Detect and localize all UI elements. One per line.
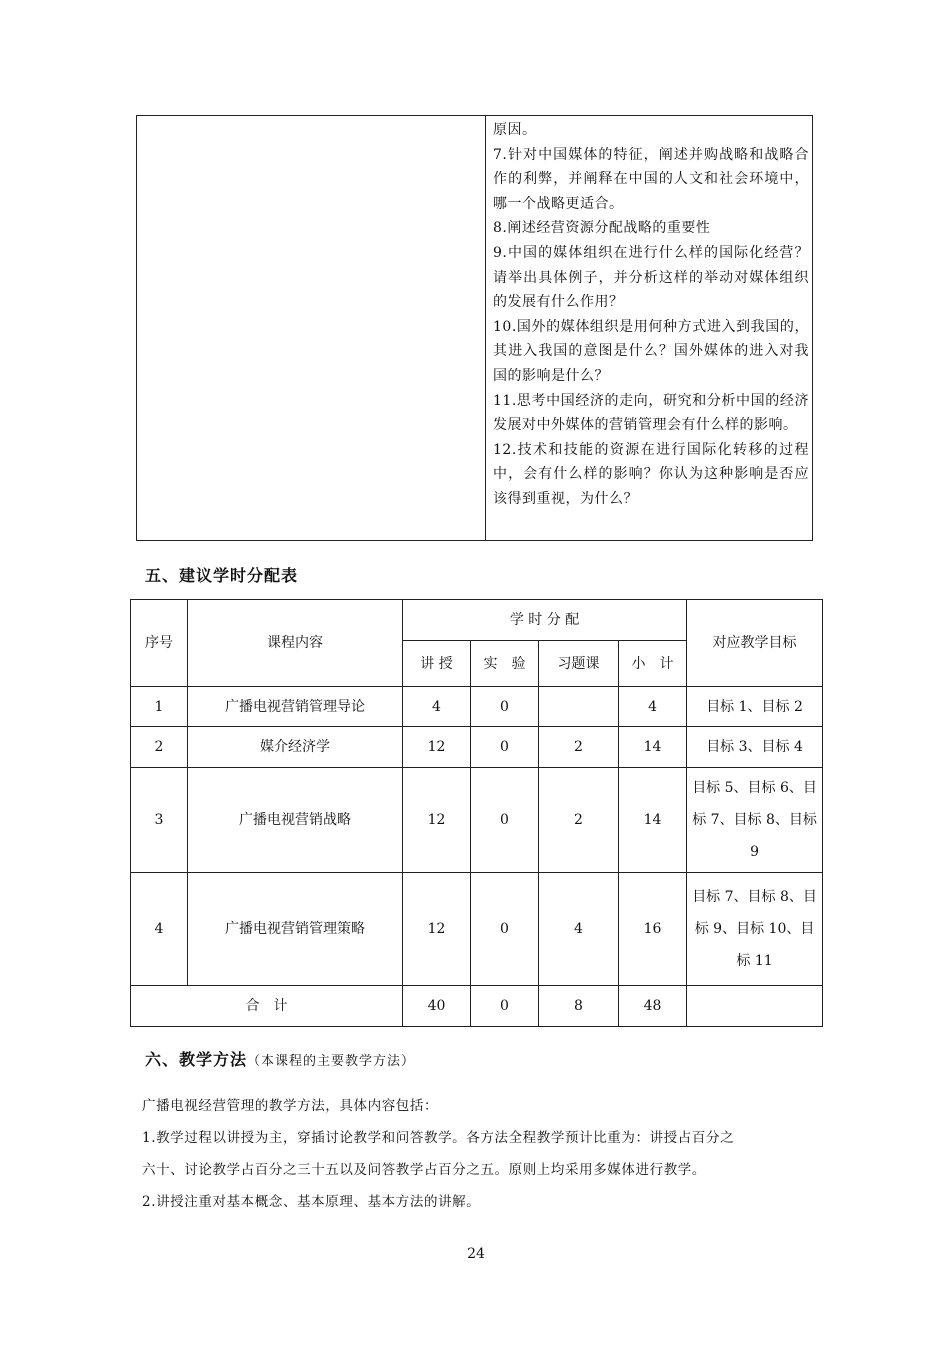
section6-title: 六、教学方法 <box>145 1050 248 1069</box>
row-exercise <box>539 687 619 727</box>
header-exercise: 习题课 <box>539 641 619 687</box>
header-content: 课程内容 <box>188 600 403 687</box>
table-row <box>131 727 823 768</box>
row-lecture: 4 <box>403 687 471 727</box>
total-experiment: 0 <box>471 986 539 1027</box>
row-exercise: 2 <box>539 768 619 873</box>
total-row <box>131 986 823 1027</box>
row-experiment: 0 <box>471 873 539 986</box>
section5-heading: 五、建议学时分配表 <box>145 566 299 585</box>
header-goals: 对应教学目标 <box>687 600 823 687</box>
row-exercise: 4 <box>539 873 619 986</box>
table-row <box>131 873 823 986</box>
row-exercise: 2 <box>539 727 619 768</box>
row-no: 1 <box>131 687 188 727</box>
row-content: 广播电视营销战略 <box>188 768 403 873</box>
question-item: 11.思考中国经济的走向，研究和分析中国的经济发展对中外媒体的营销管理会有什么样的影响。 <box>493 392 809 434</box>
header-hours: 学 时 分 配 <box>403 600 687 641</box>
header-subtotal: 小 计 <box>619 641 687 687</box>
row-content: 广播电视营销管理策略 <box>188 873 403 986</box>
total-goals <box>687 986 823 1027</box>
row-no: 2 <box>131 727 188 768</box>
row-lecture: 12 <box>403 768 471 873</box>
column-divider <box>485 116 486 540</box>
row-lecture: 12 <box>403 727 471 768</box>
row-subtotal: 4 <box>619 687 687 727</box>
total-label: 合 计 <box>131 986 403 1027</box>
row-experiment: 0 <box>471 768 539 873</box>
table-row <box>131 768 823 873</box>
row-experiment: 0 <box>471 727 539 768</box>
table-row <box>131 687 823 727</box>
question-item: 10.国外的媒体组织是用何种方式进入到我国的，其进入我国的意图是什么？国外媒体的进入对我国的影响是什么？ <box>493 318 809 384</box>
row-goals: 目标 1、目标 2 <box>687 687 823 727</box>
question-item: 原因。 <box>493 122 537 138</box>
row-goals: 目标 5、目标 6、目标 7、目标 8、目标 9 <box>687 768 823 873</box>
question-item: 12.技术和技能的资源在进行国际化转移的过程中，会有什么样的影响？你认为这种影响是否应该得到重视，为什么？ <box>493 441 809 507</box>
paragraph: 1.教学过程以讲授为主，穿插讨论教学和问答教学。各方法全程教学预计比重为：讲授占百分之 <box>142 1130 735 1146</box>
row-subtotal: 14 <box>619 727 687 768</box>
header-experiment: 实 验 <box>471 641 539 687</box>
total-lecture: 40 <box>403 986 471 1027</box>
page-number: 24 <box>467 1246 485 1262</box>
header-no: 序号 <box>131 600 188 687</box>
question-item: 9.中国的媒体组织在进行什么样的国际化经营？请举出具体例子，并分析这样的举动对媒体组织的发展有什么作用？ <box>493 244 809 311</box>
section6-note: （本课程的主要教学方法） <box>247 1054 416 1069</box>
row-lecture: 12 <box>403 873 471 986</box>
paragraph: 广播电视经营管理的教学方法，具体内容包括： <box>142 1098 439 1114</box>
section6-heading <box>145 1047 415 1070</box>
row-content: 媒介经济学 <box>188 727 403 768</box>
total-subtotal: 48 <box>619 986 687 1027</box>
row-no: 3 <box>131 768 188 873</box>
row-goals: 目标 7、目标 8、目标 9、目标 10、目标 11 <box>687 873 823 986</box>
row-goals: 目标 3、目标 4 <box>687 727 823 768</box>
header-lecture: 讲 授 <box>403 641 471 687</box>
hours-allocation-table <box>130 599 823 1027</box>
question-list <box>493 118 809 512</box>
row-subtotal: 16 <box>619 873 687 986</box>
question-table-continuation <box>136 115 813 541</box>
paragraph: 六十、讨论教学占百分之三十五以及问答教学占百分之五。原则上均采用多媒体进行教学。 <box>142 1162 706 1178</box>
row-no: 4 <box>131 873 188 986</box>
total-exercise: 8 <box>539 986 619 1027</box>
row-content: 广播电视营销管理导论 <box>188 687 403 727</box>
row-subtotal: 14 <box>619 768 687 873</box>
row-experiment: 0 <box>471 687 539 727</box>
question-item: 7.针对中国媒体的特征，阐述并购战略和战略合作的利弊，并阐释在中国的人文和社会环境中，哪一个战略更适合。 <box>493 146 809 212</box>
question-item: 8.阐述经营资源分配战略的重要性 <box>493 220 711 237</box>
paragraph: 2.讲授注重对基本概念、基本原理、基本方法的讲解。 <box>142 1194 481 1210</box>
